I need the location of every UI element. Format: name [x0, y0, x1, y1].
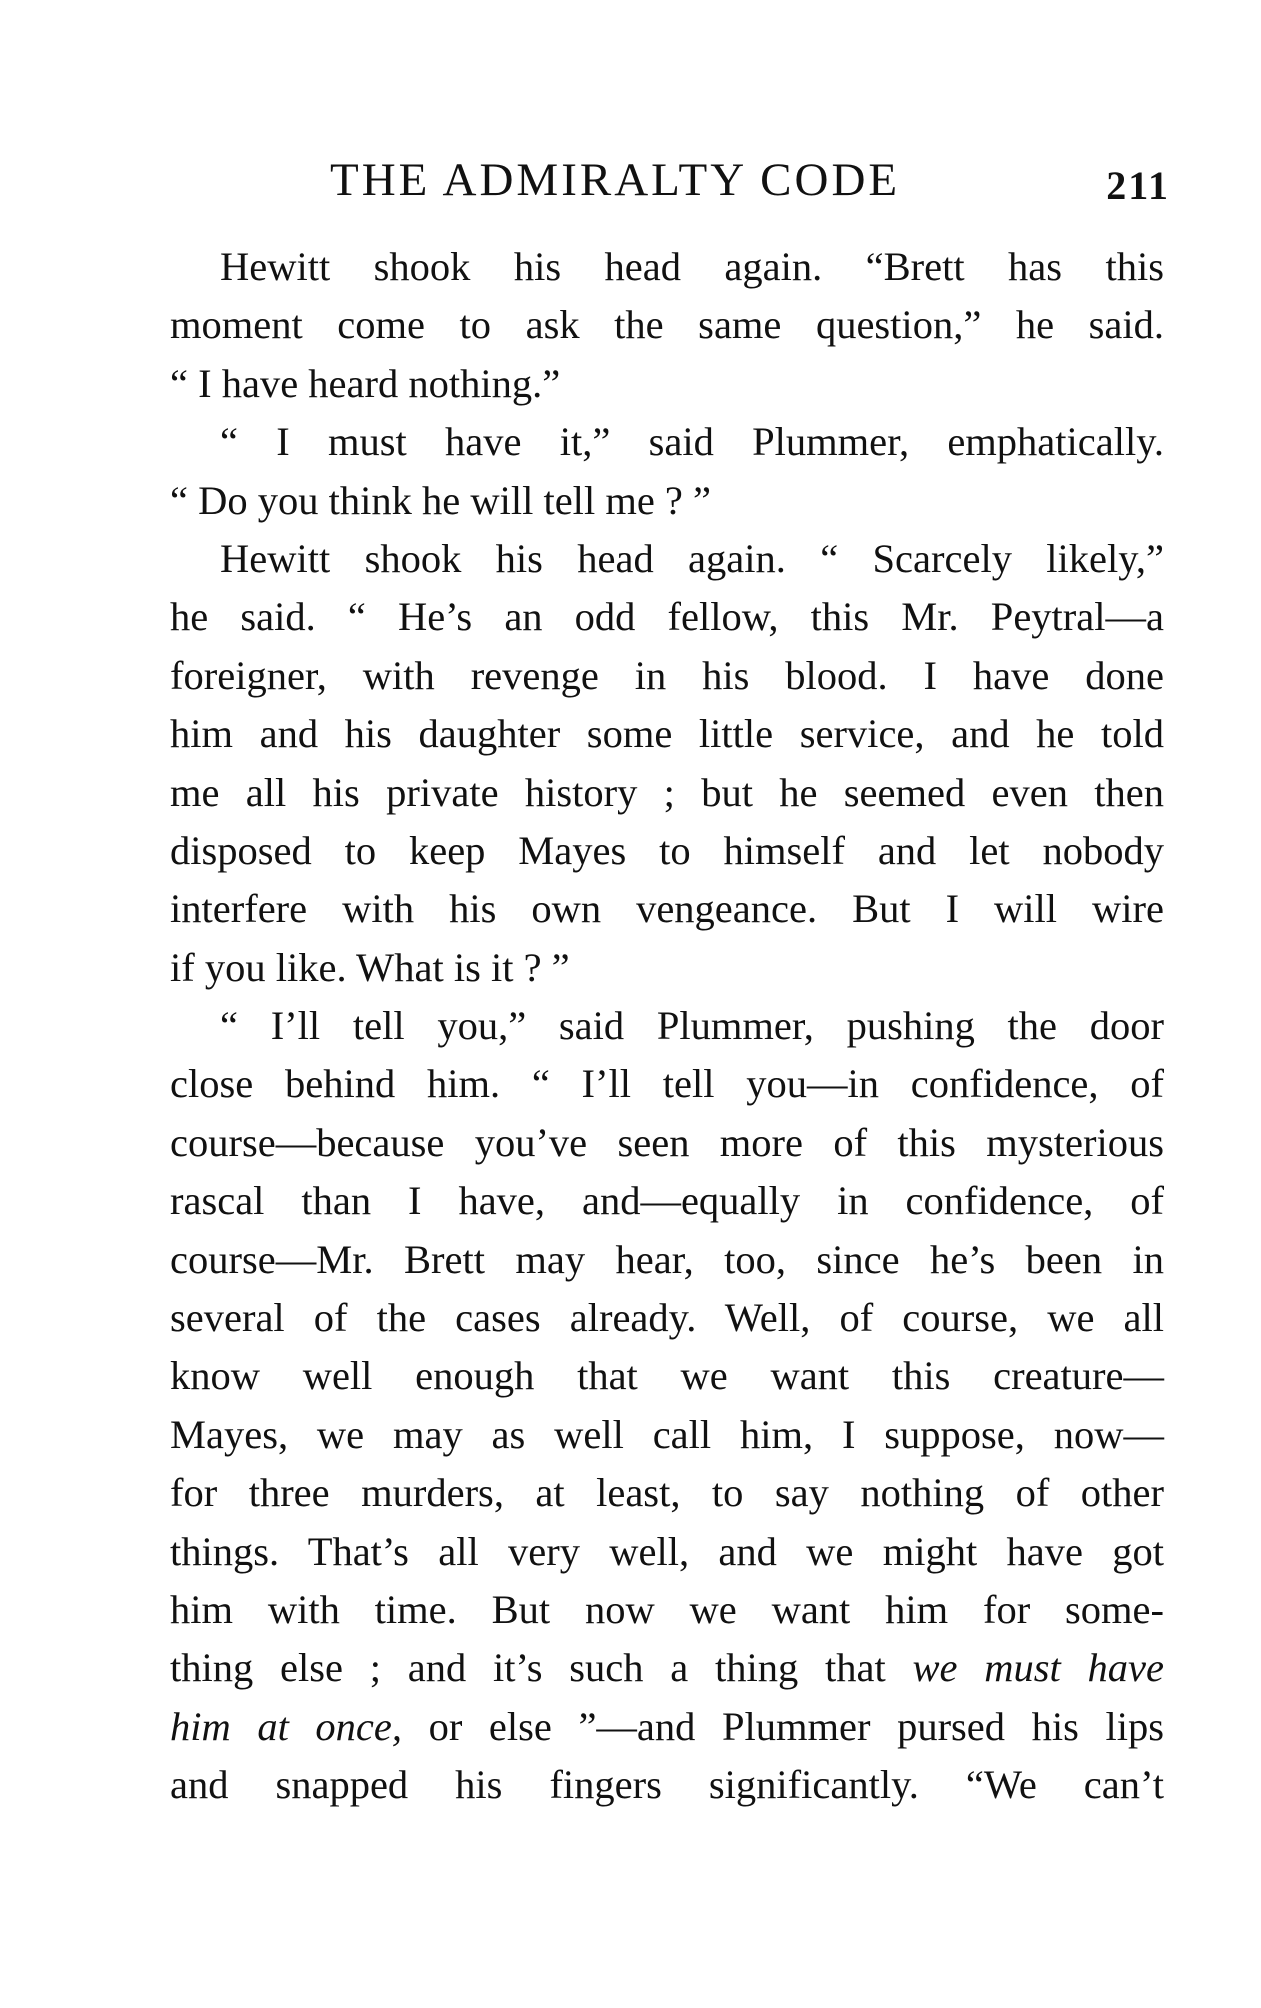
text-line: “ I must have it,” said Plummer, emphatically.	[220, 419, 1164, 465]
text-line: for three murders, at least, to say nothing of other	[170, 1470, 1164, 1516]
text-line: disposed to keep Mayes to himself and let nobody	[170, 827, 1164, 873]
text-line: Hewitt shook his head again. “Brett has this	[220, 244, 1164, 289]
page-number: 211	[1106, 163, 1170, 208]
text-line-with-italic	[170, 1639, 1164, 1697]
running-head	[330, 152, 1170, 208]
text-line: him and his daughter some little service, and he told	[170, 711, 1164, 757]
text-line: moment come to ask the same question,” he said.	[170, 302, 1164, 348]
text-line: foreigner, with revenge in his blood. I have done	[170, 652, 1164, 698]
text-segment: or else ”—and Plummer pursed his lips	[402, 1703, 1164, 1749]
text-line: interfere with his own vengeance. But I will wire	[170, 886, 1164, 932]
text-line: Hewitt shook his head again. “ Scarcely likely,”	[220, 535, 1164, 581]
text-line: course—because you’ve seen more of this mysterious	[170, 1119, 1164, 1165]
italic-segment: we must have	[912, 1645, 1165, 1691]
text-line: and snapped his fingers significantly. “We can’t	[170, 1762, 1164, 1808]
text-line: “ Do you think he will tell me ? ”	[170, 477, 711, 523]
text-line: “ I have heard nothing.”	[170, 360, 561, 406]
text-segment: thing else ; and it’s such a thing that	[170, 1645, 886, 1691]
text-line: Mayes, we may as well call him, I suppose, now—	[170, 1411, 1164, 1457]
text-line: know well enough that we want this creature—	[170, 1353, 1164, 1399]
text-line: several of the cases already. Well, of course, we all	[170, 1295, 1164, 1341]
text-line: close behind him. “ I’ll tell you—in confidence, of	[170, 1061, 1164, 1107]
text-line: if you like. What is it ? ”	[170, 944, 570, 990]
text-line: him with time. But now we want him for some-	[170, 1586, 1164, 1632]
text-line: me all his private history ; but he seemed even then	[170, 769, 1164, 815]
body-text	[170, 238, 1164, 1815]
text-line-with-italic	[170, 1698, 1164, 1756]
italic-segment: him at once,	[170, 1703, 402, 1749]
text-line: he said. “ He’s an odd fellow, this Mr. Peytral—a	[170, 594, 1164, 640]
text-line: course—Mr. Brett may hear, too, since he’s been in	[170, 1236, 1164, 1282]
text-line: things. That’s all very well, and we might have got	[170, 1528, 1164, 1574]
text-line: rascal than I have, and—equally in confidence, of	[170, 1178, 1164, 1224]
text-line: “ I’ll tell you,” said Plummer, pushing the door	[220, 1003, 1164, 1049]
running-title: THE ADMIRALTY CODE	[330, 154, 901, 206]
